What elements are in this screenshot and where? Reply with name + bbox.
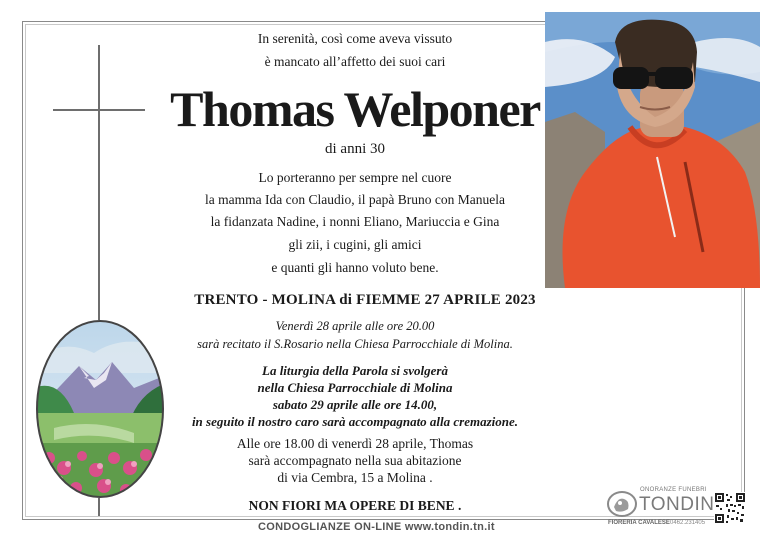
liturgy-line-3: sabato 29 aprile alle ore 14.00,: [272, 397, 438, 412]
liturgy-line-2: nella Chiesa Parrocchiale di Molina: [257, 380, 453, 395]
logo-footer-right: 0462.231405: [670, 520, 706, 526]
landscape-oval-painting: [34, 318, 166, 500]
family-line-1: Lo porteranno per sempre nel cuore: [258, 170, 452, 185]
rosary-line-2: sarà recitato il S.Rosario nella Chiesa Parrocchiale di Molina.: [197, 337, 513, 351]
logo-name: TONDIN: [639, 494, 715, 515]
intro-line-1: In serenità, così come aveva vissuto: [257, 31, 453, 46]
home-line-3: di via Cembra, 15 a Molina .: [277, 470, 433, 485]
family-line-5: e quanti gli hanno voluto bene.: [271, 260, 439, 275]
cross-horizontal-bar: [53, 109, 145, 111]
rosary-line-1: Venerdì 28 aprile alle ore 20.00: [275, 319, 435, 333]
condolences-footer[interactable]: CONDOGLIANZE ON-LINE www.tondin.tn.it: [258, 521, 495, 533]
family-line-4: gli zii, i cugini, gli amici: [288, 237, 422, 252]
tondin-logo-icon: [606, 489, 638, 519]
deceased-name: Thomas Welponer: [170, 81, 540, 137]
logo-subtitle: ONORANZE FUNEBRI: [640, 487, 707, 493]
intro-line-2: è mancato all’affetto dei suoi cari: [264, 54, 446, 69]
home-line-1: Alle ore 18.00 di venerdì 28 aprile, Thomas: [236, 436, 474, 451]
family-line-2: la mamma Ida con Claudio, il papà Bruno con Manuela: [205, 192, 505, 207]
cross-vertical-bar: [98, 45, 100, 320]
deceased-age: di anni 30: [325, 141, 385, 157]
place-date: TRENTO - MOLINA di FIEMME 27 APRILE 2023: [194, 292, 536, 308]
liturgy-line-4: in seguito il nostro caro sarà accompagnato alla cremazione.: [191, 414, 519, 429]
qr-code-icon[interactable]: [714, 492, 746, 524]
home-line-2: sarà accompagnato nella sua abitazione: [248, 453, 462, 468]
portrait-photo: [545, 12, 760, 288]
closing-line: NON FIORI MA OPERE DI BENE .: [248, 498, 462, 513]
liturgy-line-1: La liturgia della Parola si svolgerà: [262, 363, 448, 378]
logo-footer-left: FIORERIA CAVALESE: [608, 520, 670, 526]
cross-vertical-bar-bottom: [98, 498, 100, 516]
family-line-3: la fidanzata Nadine, i nonni Eliano, Mariuccia e Gina: [210, 214, 500, 229]
